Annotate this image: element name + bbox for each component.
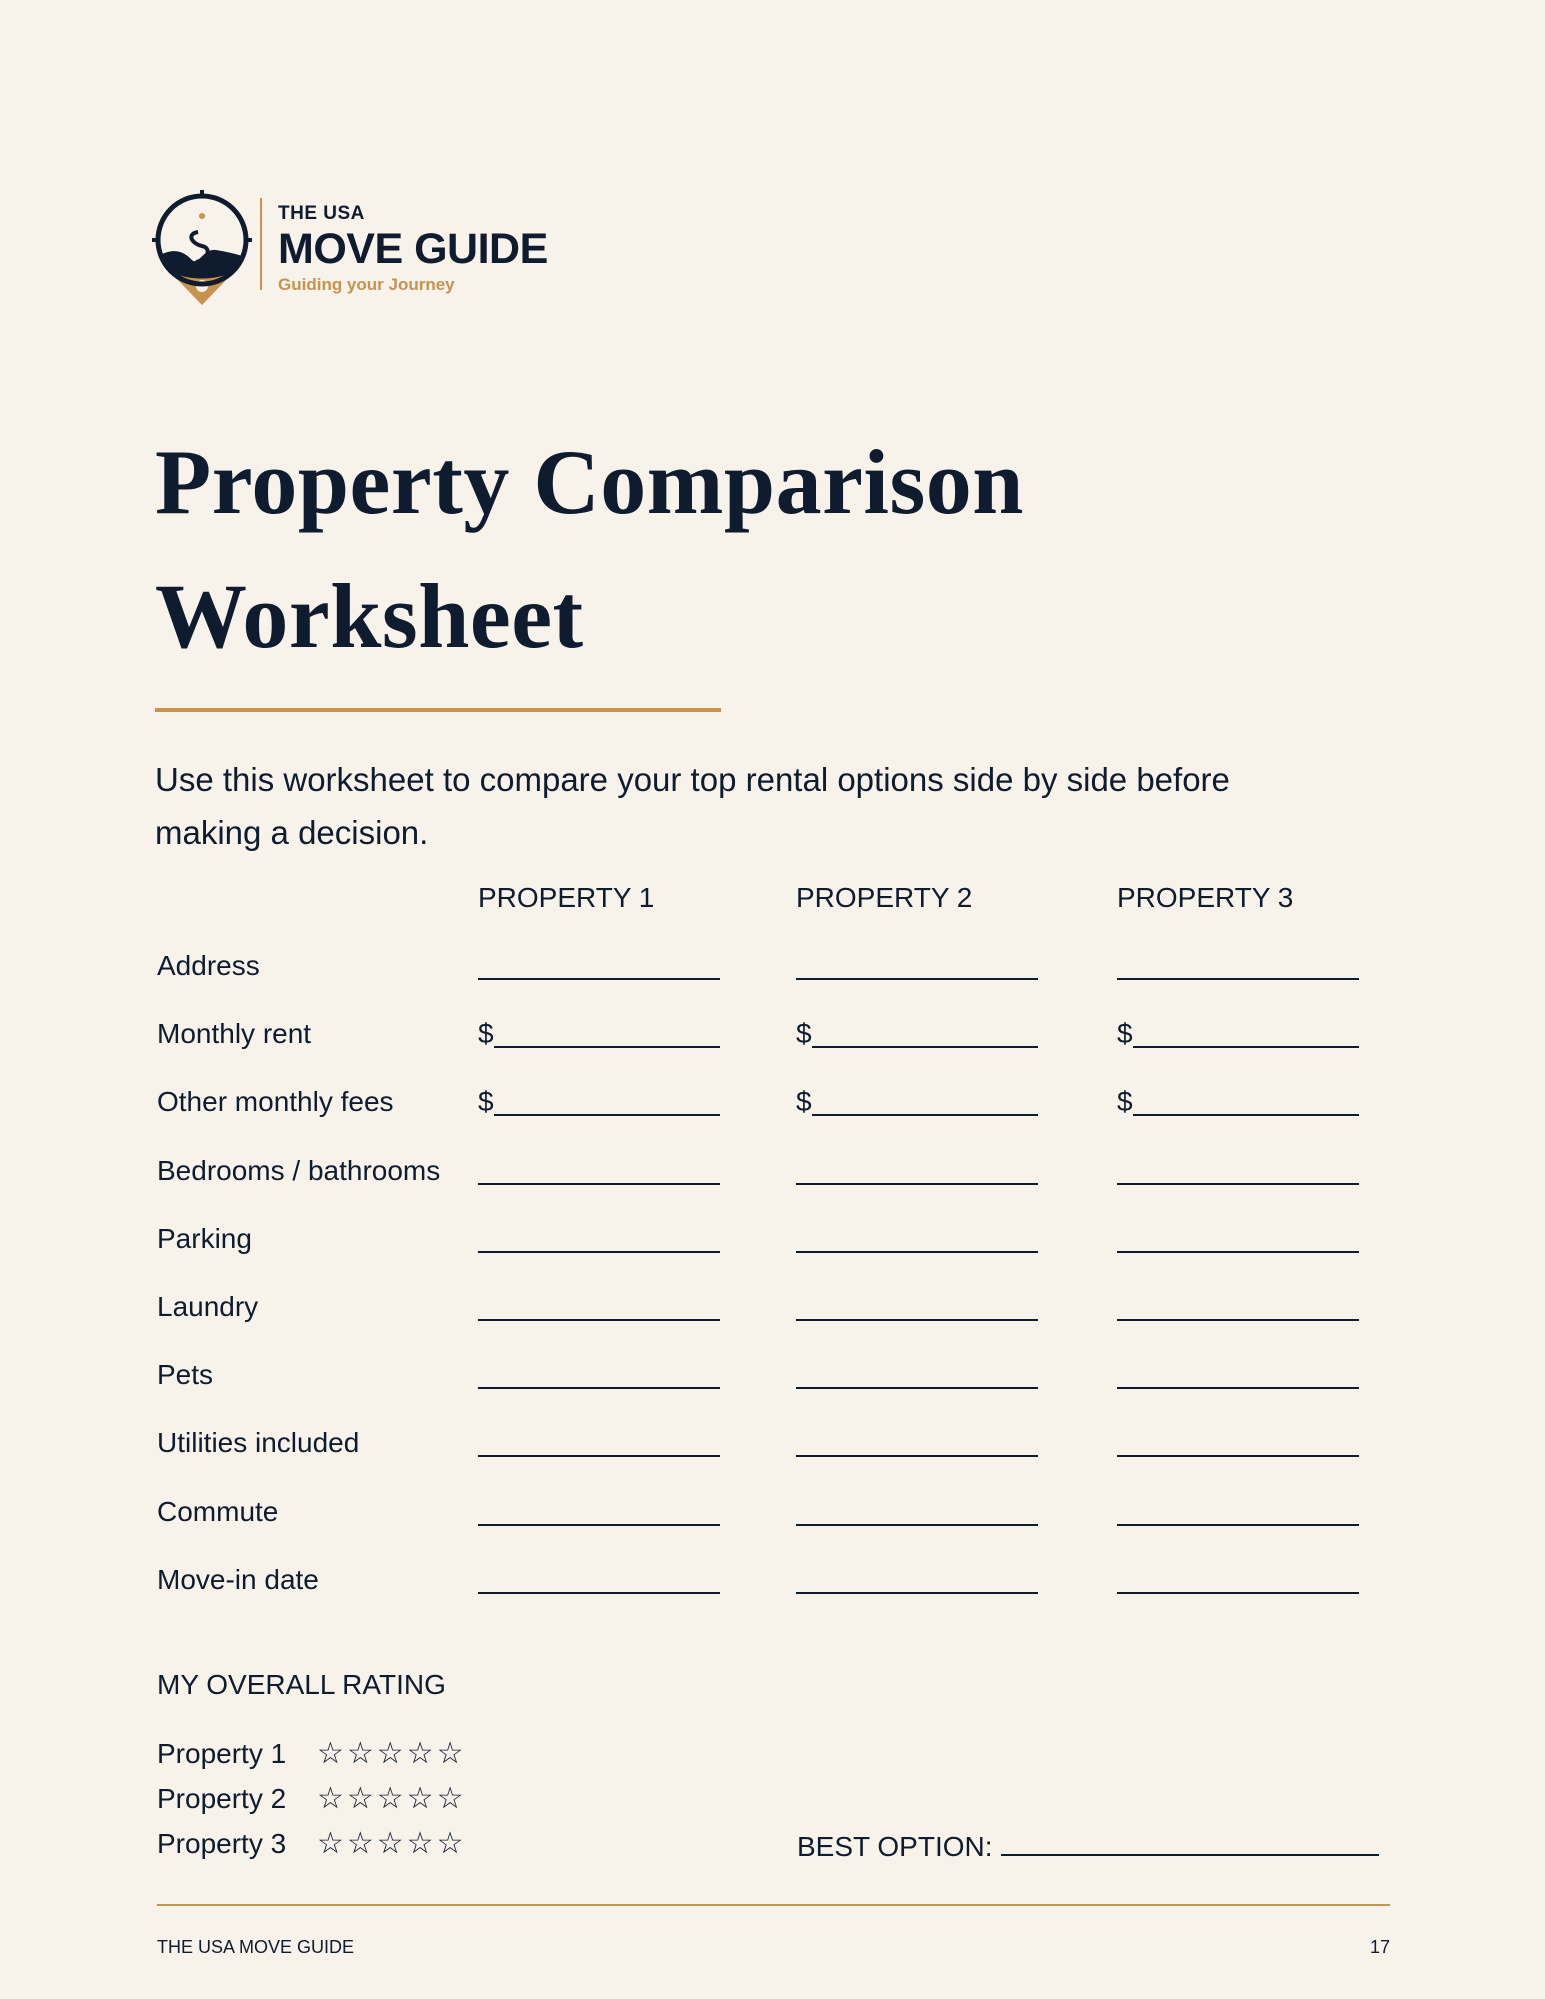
brand-logo bbox=[152, 190, 572, 310]
column-header-property-2: PROPERTY 2 bbox=[796, 882, 973, 913]
blank-line bbox=[796, 1183, 1038, 1185]
blank-line bbox=[1117, 1524, 1359, 1526]
fill-in-field[interactable] bbox=[796, 1560, 1038, 1600]
star-rating-icon[interactable]: ☆☆☆☆☆ bbox=[317, 1736, 467, 1771]
intro-text: Use this worksheet to compare your top rental options side by side before making a decision. bbox=[155, 761, 1230, 851]
blank-line bbox=[1117, 1592, 1359, 1594]
fill-in-field[interactable] bbox=[1117, 1492, 1359, 1532]
best-option bbox=[797, 1824, 1379, 1867]
blank-line bbox=[494, 1114, 720, 1116]
fill-in-field[interactable] bbox=[796, 1423, 1038, 1463]
fill-in-field[interactable] bbox=[478, 946, 720, 986]
fill-in-field[interactable] bbox=[1117, 1151, 1359, 1191]
currency-prefix: $ bbox=[1117, 1018, 1133, 1049]
fill-in-field[interactable] bbox=[796, 1219, 1038, 1259]
fill-in-field[interactable] bbox=[478, 1492, 720, 1532]
fill-in-field[interactable] bbox=[1117, 1423, 1359, 1463]
blank-line bbox=[478, 1455, 720, 1457]
star-rating-icon[interactable]: ☆☆☆☆☆ bbox=[317, 1781, 467, 1816]
row-label: Move-in date bbox=[157, 1564, 319, 1595]
fill-in-field[interactable] bbox=[796, 946, 1038, 986]
rating-heading: MY OVERALL RATING bbox=[157, 1669, 446, 1700]
fill-in-field[interactable] bbox=[478, 1287, 720, 1327]
currency-prefix: $ bbox=[796, 1018, 812, 1049]
fill-in-field[interactable] bbox=[1117, 1287, 1359, 1327]
blank-line bbox=[812, 1046, 1038, 1048]
blank-line bbox=[478, 1319, 720, 1321]
blank-line bbox=[796, 1251, 1038, 1253]
currency-prefix: $ bbox=[1117, 1086, 1133, 1117]
blank-line bbox=[1117, 1319, 1359, 1321]
row-label: Pets bbox=[157, 1359, 214, 1390]
rating-label: Property 3 bbox=[157, 1828, 287, 1859]
row-label: Other monthly fees bbox=[157, 1086, 394, 1117]
best-option-field[interactable] bbox=[1001, 1824, 1379, 1856]
blank-line bbox=[1117, 978, 1359, 980]
fill-in-field[interactable] bbox=[1117, 1082, 1359, 1122]
footer-brand: THE USA MOVE GUIDE bbox=[157, 1937, 355, 1957]
blank-line bbox=[1117, 1183, 1359, 1185]
logo-line2: MOVE GUIDE bbox=[278, 225, 548, 273]
fill-in-field[interactable] bbox=[1117, 1560, 1359, 1600]
fill-in-field[interactable] bbox=[1117, 946, 1359, 986]
fill-in-field[interactable] bbox=[796, 1492, 1038, 1532]
fill-in-field[interactable] bbox=[796, 1082, 1038, 1122]
fill-in-field[interactable] bbox=[478, 1014, 720, 1054]
best-option-label: BEST OPTION: bbox=[797, 1831, 993, 1862]
currency-prefix: $ bbox=[478, 1018, 494, 1049]
blank-line bbox=[478, 1387, 720, 1389]
currency-prefix: $ bbox=[796, 1086, 812, 1117]
fill-in-field[interactable] bbox=[1117, 1355, 1359, 1395]
blank-line bbox=[812, 1114, 1038, 1116]
blank-line bbox=[1133, 1046, 1359, 1048]
blank-line bbox=[478, 978, 720, 980]
blank-line bbox=[478, 1183, 720, 1185]
fill-in-field[interactable] bbox=[1117, 1014, 1359, 1054]
star-rating-icon[interactable]: ☆☆☆☆☆ bbox=[317, 1826, 467, 1861]
blank-line bbox=[796, 1387, 1038, 1389]
logo-tagline: Guiding your Journey bbox=[278, 275, 455, 294]
rating-row-property-3 bbox=[157, 1824, 467, 1864]
fill-in-field[interactable] bbox=[478, 1219, 720, 1259]
blank-line bbox=[796, 1524, 1038, 1526]
blank-line bbox=[1117, 1387, 1359, 1389]
page-number: 17 bbox=[1369, 1937, 1390, 1957]
blank-line bbox=[478, 1251, 720, 1253]
fill-in-field[interactable] bbox=[796, 1151, 1038, 1191]
column-header-property-1: PROPERTY 1 bbox=[478, 882, 655, 913]
page-title: Property Comparison Worksheet bbox=[155, 431, 1024, 667]
row-label: Laundry bbox=[157, 1291, 259, 1322]
rating-row-property-1 bbox=[157, 1734, 467, 1774]
fill-in-field[interactable] bbox=[478, 1151, 720, 1191]
logo-wordmark bbox=[278, 204, 548, 296]
row-label: Address bbox=[157, 950, 260, 981]
blank-line bbox=[478, 1592, 720, 1594]
blank-line bbox=[1117, 1251, 1359, 1253]
logo-divider bbox=[260, 198, 262, 290]
blank-line bbox=[796, 1319, 1038, 1321]
fill-in-field[interactable] bbox=[796, 1014, 1038, 1054]
blank-line bbox=[1133, 1114, 1359, 1116]
fill-in-field[interactable] bbox=[796, 1355, 1038, 1395]
fill-in-field[interactable] bbox=[478, 1560, 720, 1600]
column-header-property-3: PROPERTY 3 bbox=[1117, 882, 1294, 913]
compass-pin-icon bbox=[152, 190, 252, 310]
blank-line bbox=[796, 1592, 1038, 1594]
blank-line bbox=[494, 1046, 720, 1048]
row-label: Utilities included bbox=[157, 1427, 360, 1458]
row-label: Commute bbox=[157, 1496, 279, 1527]
row-label: Parking bbox=[157, 1223, 252, 1254]
fill-in-field[interactable] bbox=[796, 1287, 1038, 1327]
currency-prefix: $ bbox=[478, 1086, 494, 1117]
logo-line1: THE USA bbox=[278, 203, 365, 224]
rating-row-property-2 bbox=[157, 1779, 467, 1819]
fill-in-field[interactable] bbox=[478, 1355, 720, 1395]
title-divider bbox=[155, 708, 721, 712]
blank-line bbox=[478, 1524, 720, 1526]
row-label: Bedrooms / bathrooms bbox=[157, 1155, 441, 1186]
rating-label: Property 2 bbox=[157, 1783, 287, 1814]
blank-line bbox=[796, 1455, 1038, 1457]
fill-in-field[interactable] bbox=[1117, 1219, 1359, 1259]
rating-label: Property 1 bbox=[157, 1738, 287, 1769]
blank-line bbox=[1117, 1455, 1359, 1457]
blank-line bbox=[796, 978, 1038, 980]
footer-divider bbox=[157, 1904, 1390, 1906]
fill-in-field[interactable] bbox=[478, 1082, 720, 1122]
fill-in-field[interactable] bbox=[478, 1423, 720, 1463]
row-label: Monthly rent bbox=[157, 1018, 312, 1049]
